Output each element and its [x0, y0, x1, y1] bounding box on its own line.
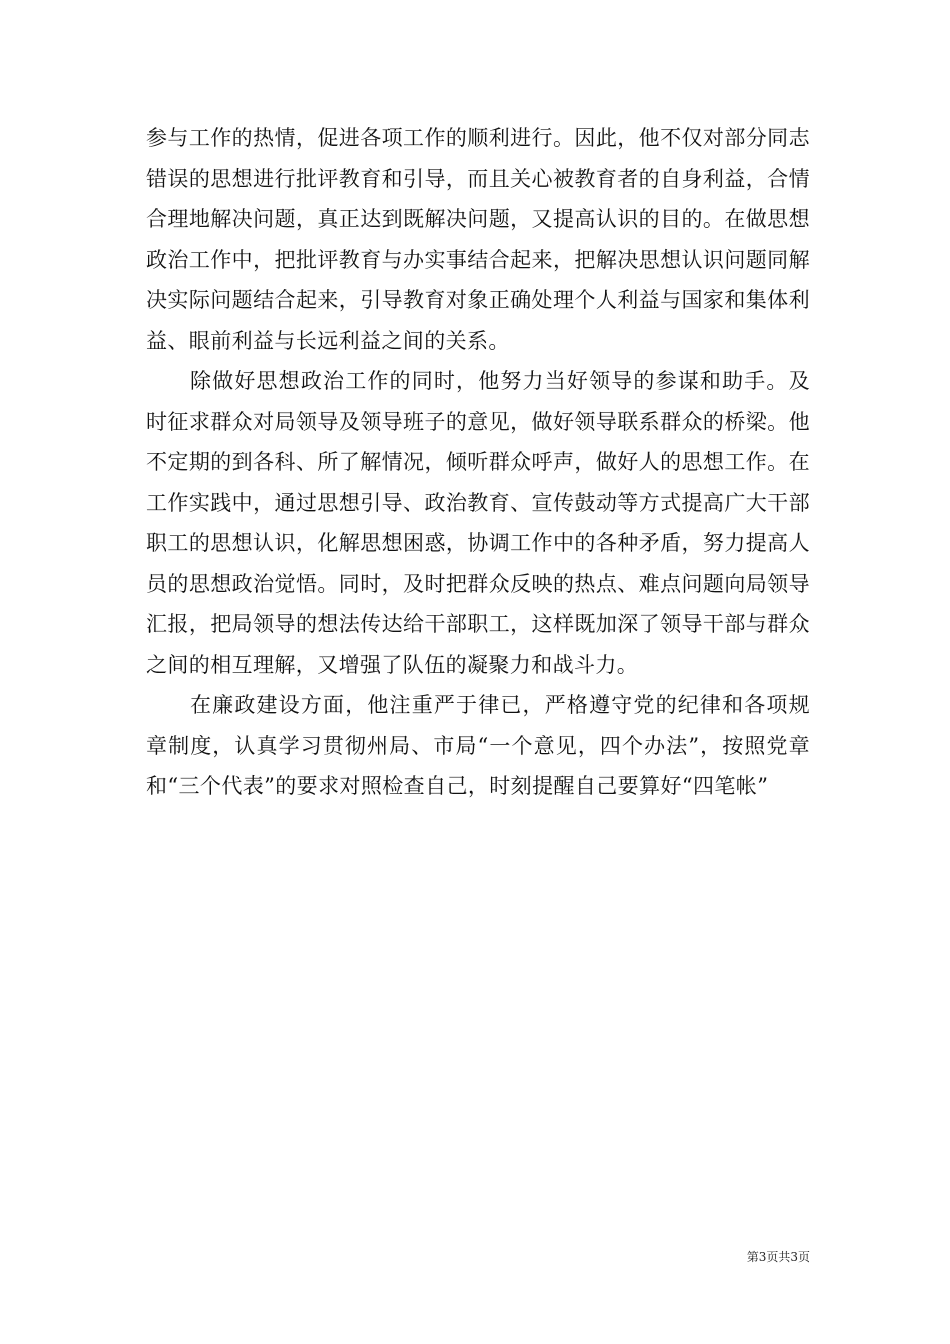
paragraph-assistant-role: 除做好思想政治工作的同时，他努力当好领导的参谋和助手。及时征求群众对局领导及领导班子的意见，做好领导联系群众的桥梁。他不定期的到各科、所了解情况，倾听群众呼声，做好人的思想工作。在工作实践中，通过思想引导、政治教育、宣传鼓动等方式提高广大干部职工的思想认识，化解思想困惑，协调工作中的各种矛盾，努力提高人员的思想政治觉悟。同时，及时把群众反映的热点、难点问题向局领导汇报，把局领导的想法传达给干部职工，这样既加深了领导干部与群众之间的相互理解，又增强了队伍的凝聚力和战斗力。: [146, 369, 810, 677]
document-body: [146, 118, 810, 807]
paragraph-integrity: 在廉政建设方面，他注重严于律已，严格遵守党的纪律和各项规章制度，认真学习贯彻州局、市局“一个意见，四个办法”，按照党章和“三个代表”的要求对照检查自己，时刻提醒自己要算好“四笔帐”: [146, 693, 810, 798]
paragraph-continuation: 参与工作的热情，促进各项工作的顺利进行。因此，他不仅对部分同志错误的思想进行批评教育和引导，而且关心被教育者的自身利益，合情合理地解决问题，真正达到既解决问题，又提高认识的目的。在做思想政治工作中，把批评教育与办实事结合起来，把解决思想认识问题同解决实际问题结合起来，引导教育对象正确处理个人利益与国家和集体利益、眼前利益与长远利益之间的关系。: [146, 126, 810, 353]
page-number-footer: 第3页共3页: [746, 1250, 810, 1264]
